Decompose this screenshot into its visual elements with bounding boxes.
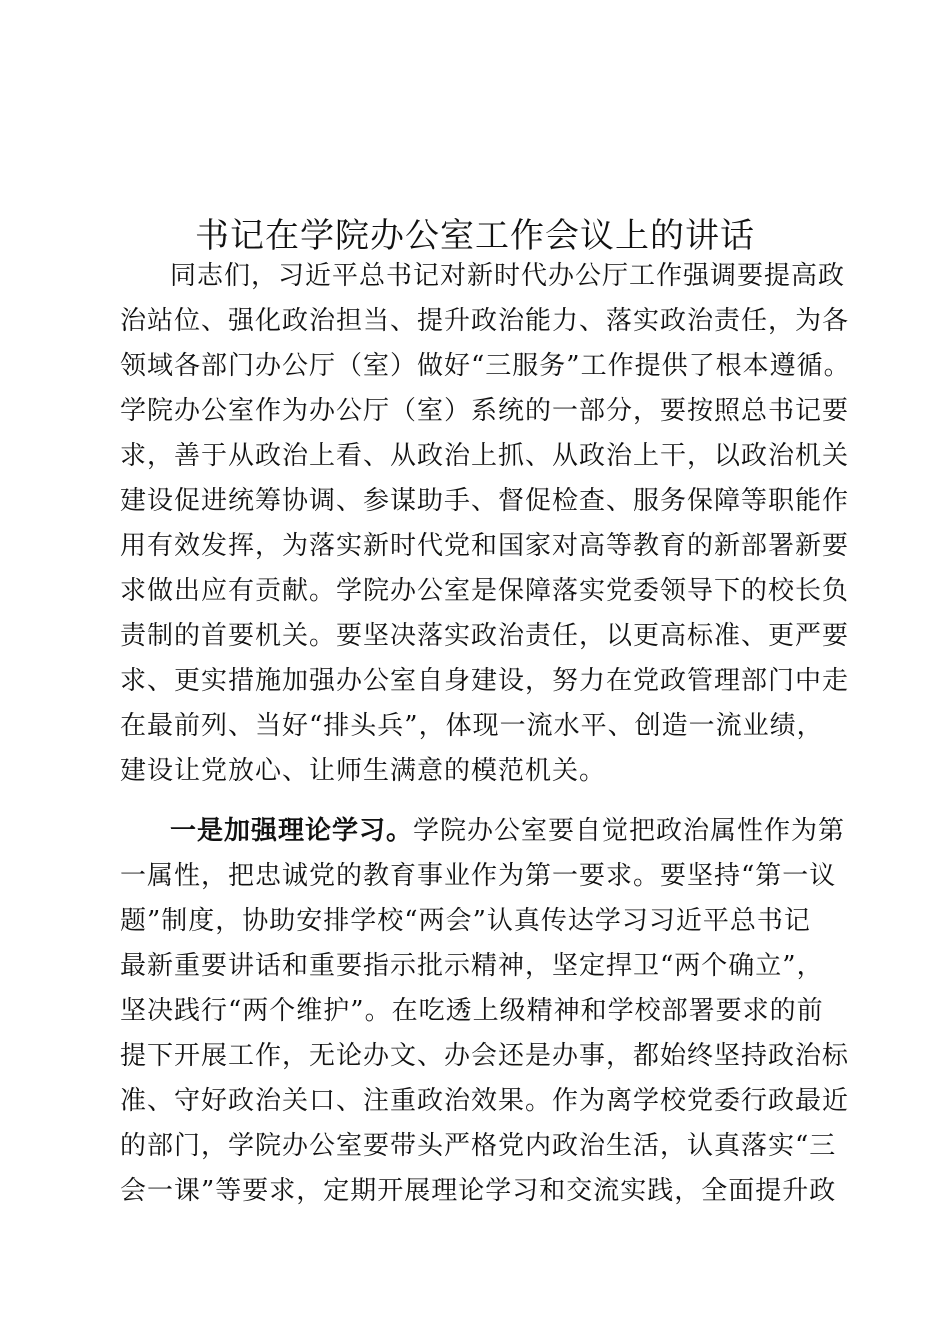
paragraph-2-line: 准、守好政治关口、注重政治效果。作为离学校党委行政最近 bbox=[120, 1086, 850, 1116]
section-heading: 一是加强理论学习。 bbox=[170, 816, 414, 846]
paragraph-1-line: 用有效发挥，为落实新时代党和国家对高等教育的新部署新要 bbox=[120, 531, 850, 561]
paragraph-2-line: 提下开展工作，无论办文、办会还是办事，都始终坚持政治标 bbox=[120, 1041, 850, 1071]
paragraph-1-line: 责制的首要机关。要坚决落实政治责任，以更高标准、更严要 bbox=[120, 621, 850, 651]
paragraph-2-text: 学院办公室要自觉把政治属性作为第 bbox=[413, 816, 846, 846]
paragraph-1-line: 建设让党放心、让师生满意的模范机关。 bbox=[120, 756, 607, 786]
paragraph-1-line: 求做出应有贡献。学院办公室是保障落实党委领导下的校长负 bbox=[120, 576, 850, 606]
paragraph-2-line: 一属性，把忠诚党的教育事业作为第一要求。要坚持“第一议 bbox=[120, 861, 837, 891]
paragraph-2-line: 的部门，学院办公室要带头严格党内政治生活，认真落实“三 bbox=[120, 1131, 837, 1161]
paragraph-1-line: 求，善于从政治上看、从政治上抓、从政治上干，以政治机关 bbox=[120, 441, 850, 471]
paragraph-2-line: 最新重要讲话和重要指示批示精神，坚定捍卫“两个确立”， bbox=[120, 951, 824, 981]
paragraph-1-line: 治站位、强化政治担当、提升政治能力、落实政治责任，为各 bbox=[120, 306, 850, 336]
paragraph-1-line: 在最前列、当好“排头兵”，体现一流水平、创造一流业绩， bbox=[120, 711, 824, 741]
paragraph-2-line: 题”制度，协助安排学校“两会”认真传达学习习近平总书记 bbox=[120, 906, 811, 936]
paragraph-2-line: 坚决践行“两个维护”。在吃透上级精神和学校部署要求的前 bbox=[120, 996, 824, 1026]
document-title: 书记在学院办公室工作会议上的讲话 bbox=[195, 216, 755, 256]
paragraph-1-line: 同志们，习近平总书记对新时代办公厅工作强调要提高政 bbox=[170, 261, 846, 291]
paragraph-2-first-line bbox=[170, 811, 890, 851]
paragraph-1-line: 领域各部门办公厅（室）做好“三服务”工作提供了根本遵循。 bbox=[120, 351, 851, 381]
paragraph-2-line: 会一课”等要求，定期开展理论学习和交流实践，全面提升政 bbox=[120, 1176, 837, 1206]
paragraph-1-line: 求、更实措施加强办公室自身建设，努力在党政管理部门中走 bbox=[120, 666, 850, 696]
paragraph-1-line: 学院办公室作为办公厅（室）系统的一部分，要按照总书记要 bbox=[120, 396, 850, 426]
paragraph-1-line: 建设促进统筹协调、参谋助手、督促检查、服务保障等职能作 bbox=[120, 486, 850, 516]
